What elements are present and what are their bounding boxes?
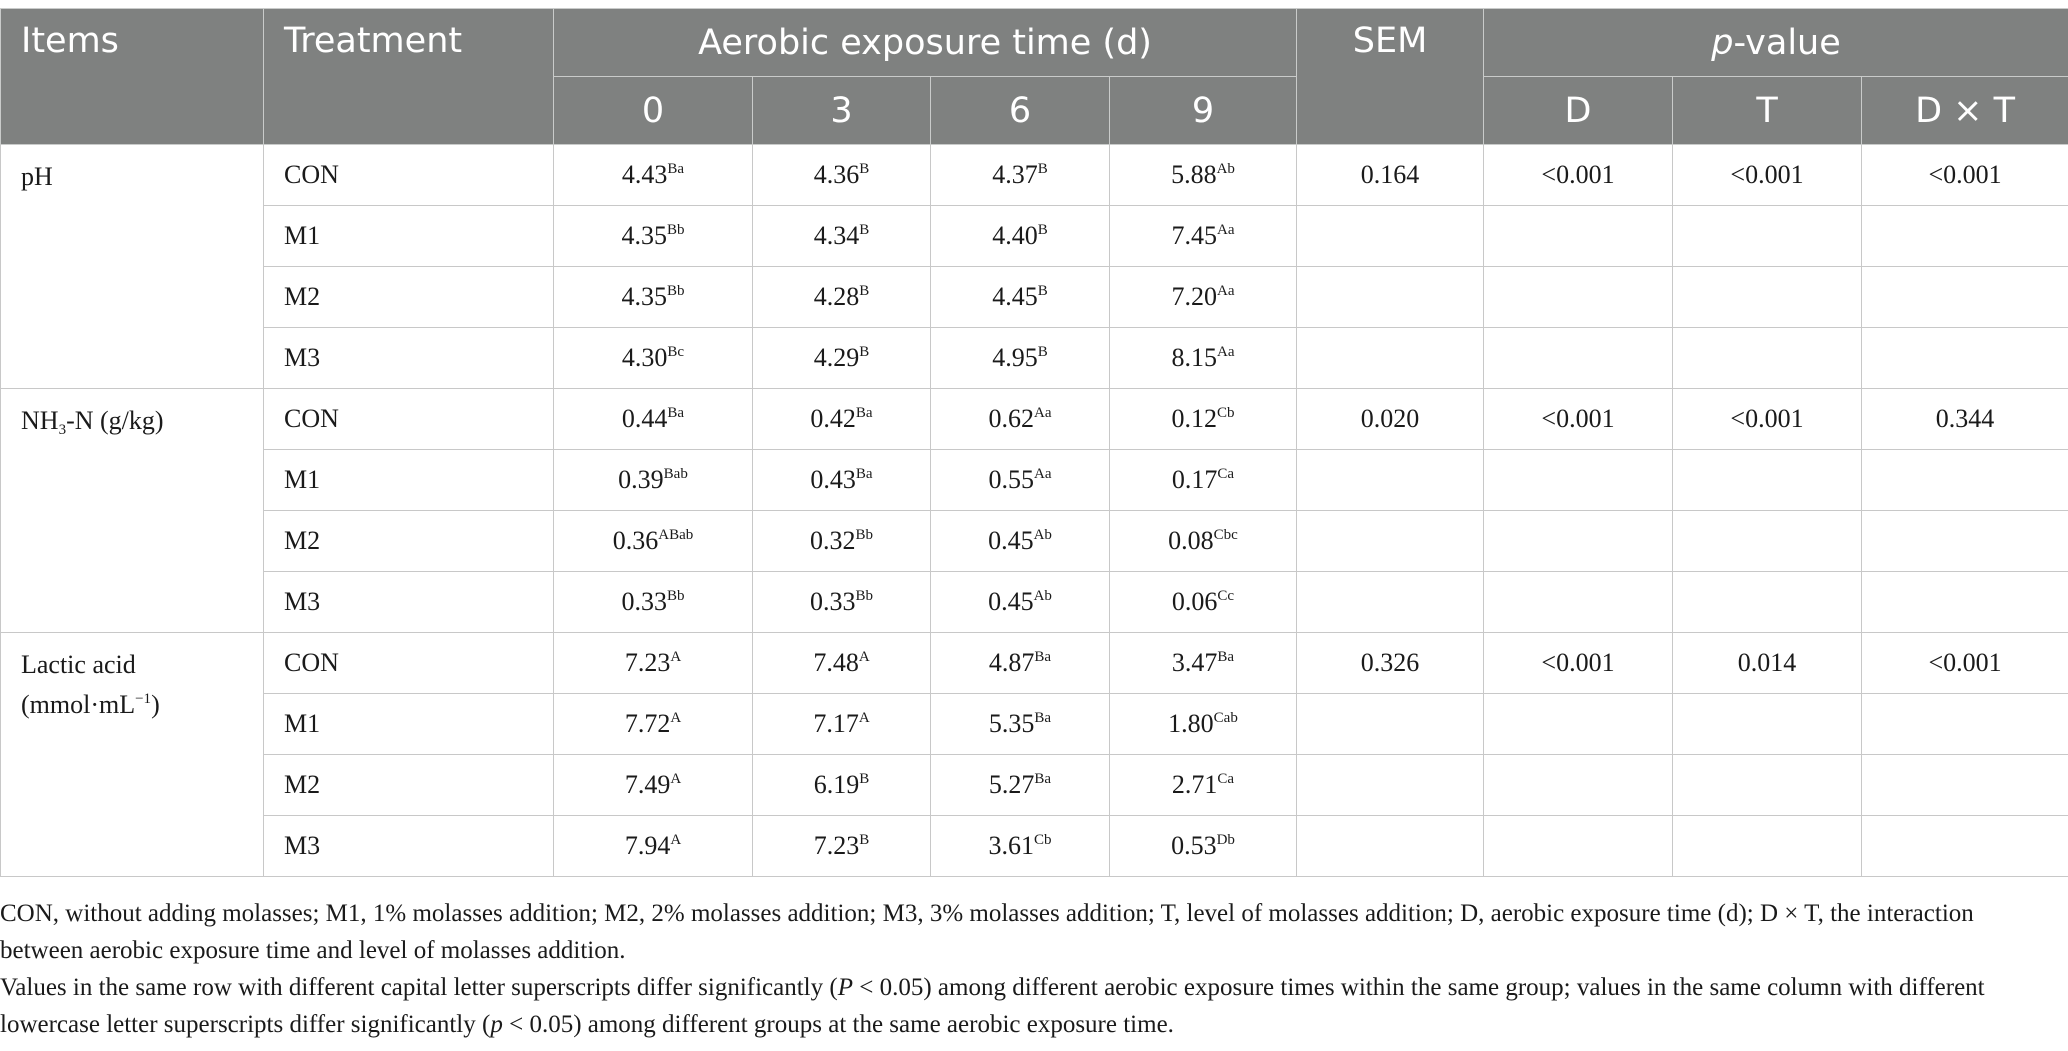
item-label-line (21, 645, 243, 685)
p-value-cell (1484, 572, 1673, 633)
value-superscript: Ba (1034, 771, 1052, 787)
p-value-cell: 0.344 (1862, 389, 2068, 450)
table-row (1, 816, 2068, 877)
sem-cell (1297, 694, 1484, 755)
value-cell (1110, 572, 1297, 633)
table-footnotes (0, 895, 2060, 1043)
table-row (1, 328, 2068, 389)
p-value-cell: 0.014 (1673, 633, 1862, 694)
value-cell (554, 328, 753, 389)
value-number: 0.44 (621, 404, 668, 433)
footnote-text-a: Values in the same row with different capital letter superscripts differ significantly ( (0, 974, 838, 1001)
value-cell (753, 572, 931, 633)
value-superscript: A (670, 710, 682, 726)
value-cell (554, 450, 753, 511)
value-cell (931, 389, 1110, 450)
value-superscript: Ba (1034, 649, 1052, 665)
value-number: 4.30 (621, 343, 668, 372)
value-superscript: A (670, 771, 682, 787)
p-value-cell (1673, 450, 1862, 511)
value-number: 3.61 (988, 831, 1034, 860)
item-cell (1, 145, 264, 389)
col-header-p-d: D (1484, 77, 1673, 145)
value-superscript: Cbc (1213, 527, 1238, 543)
p-italic: p (1711, 22, 1734, 63)
value-cell (753, 755, 931, 816)
footnote-text-c: < 0.05) among different groups at the same aerobic exposure time. (502, 1011, 1174, 1038)
col-header-day-6: 6 (931, 77, 1110, 145)
value-cell (554, 206, 753, 267)
value-superscript: Aa (1034, 466, 1052, 482)
value-superscript: B (1037, 283, 1048, 299)
table-row (1, 206, 2068, 267)
sem-cell: 0.164 (1297, 145, 1484, 206)
value-number: 0.55 (988, 465, 1034, 494)
table-head (1, 9, 2068, 145)
value-cell (753, 633, 931, 694)
value-cell (753, 145, 931, 206)
value-cell (931, 450, 1110, 511)
p-value-cell (1862, 572, 2068, 633)
value-superscript: Cab (1213, 710, 1238, 726)
table-row (1, 633, 2068, 694)
table-row (1, 511, 2068, 572)
value-superscript: Ca (1217, 466, 1235, 482)
value-number: 5.27 (988, 770, 1035, 799)
value-number: 0.32 (809, 526, 856, 555)
value-cell (1110, 328, 1297, 389)
col-header-aerobic-exposure: Aerobic exposure time (d) (554, 9, 1297, 77)
item-label-line (21, 401, 243, 441)
col-header-items: Items (1, 9, 264, 145)
value-number: 0.12 (1171, 404, 1217, 433)
treatment-cell: M3 (264, 572, 554, 633)
p-value-cell (1673, 206, 1862, 267)
data-table (0, 8, 2068, 877)
treatment-cell: M1 (264, 694, 554, 755)
treatment-cell: M1 (264, 206, 554, 267)
value-superscript: Bb (666, 588, 685, 604)
value-superscript: B (859, 283, 870, 299)
item-label-superscript: −1 (135, 691, 152, 707)
value-superscript: B (1037, 222, 1048, 238)
value-superscript: B (859, 771, 870, 787)
value-number: 0.33 (621, 587, 667, 616)
value-number: 0.45 (988, 526, 1034, 555)
col-header-treatment: Treatment (264, 9, 554, 145)
value-superscript: Bb (855, 527, 873, 543)
value-number: 4.40 (992, 221, 1038, 250)
value-number: 3.47 (1171, 648, 1218, 677)
p-value-cell (1484, 450, 1673, 511)
value-cell (1110, 267, 1297, 328)
sem-cell (1297, 816, 1484, 877)
value-cell (753, 816, 931, 877)
p-value-cell (1862, 511, 2068, 572)
p-value-cell (1673, 267, 1862, 328)
p-value-cell (1862, 206, 2068, 267)
value-number: 6.19 (813, 770, 860, 799)
value-number: 0.36 (612, 526, 659, 555)
p-value-cell (1673, 755, 1862, 816)
value-superscript: Cb (1217, 405, 1235, 421)
p-value-cell (1862, 816, 2068, 877)
sem-cell (1297, 755, 1484, 816)
value-superscript: Bab (663, 466, 688, 482)
value-number: 0.62 (988, 404, 1034, 433)
sem-cell: 0.326 (1297, 633, 1484, 694)
value-number: 7.45 (1171, 221, 1217, 250)
value-number: 4.34 (813, 221, 860, 250)
value-cell (1110, 450, 1297, 511)
treatment-cell: M3 (264, 328, 554, 389)
value-cell (1110, 511, 1297, 572)
value-cell (931, 145, 1110, 206)
col-header-day-3: 3 (753, 77, 931, 145)
value-cell (554, 755, 753, 816)
sem-cell (1297, 206, 1484, 267)
value-superscript: Cb (1033, 832, 1052, 848)
sem-cell (1297, 511, 1484, 572)
sem-cell (1297, 328, 1484, 389)
value-cell (931, 694, 1110, 755)
value-superscript: Db (1216, 832, 1235, 848)
value-cell (931, 267, 1110, 328)
value-cell (554, 694, 753, 755)
value-cell (554, 511, 753, 572)
value-superscript: Aa (1217, 283, 1235, 299)
value-cell (1110, 816, 1297, 877)
value-cell (753, 450, 931, 511)
value-cell (1110, 389, 1297, 450)
value-number: 4.28 (813, 282, 860, 311)
value-superscript: Bb (666, 222, 685, 238)
value-superscript: B (859, 222, 870, 238)
value-number: 7.72 (624, 709, 671, 738)
value-cell (753, 328, 931, 389)
value-superscript: Bb (666, 283, 685, 299)
value-number: 0.45 (988, 587, 1034, 616)
value-superscript: Ba (855, 405, 873, 421)
value-cell (554, 572, 753, 633)
value-cell (931, 511, 1110, 572)
value-number: 7.20 (1171, 282, 1217, 311)
value-cell (931, 572, 1110, 633)
table-row (1, 267, 2068, 328)
value-cell (554, 145, 753, 206)
item-label-tail: ) (151, 690, 160, 719)
p-value-cell (1484, 816, 1673, 877)
value-superscript: Aa (1217, 344, 1235, 360)
p-value-cell (1484, 206, 1673, 267)
p-value-cell: <0.001 (1673, 389, 1862, 450)
value-cell (931, 206, 1110, 267)
value-cell (1110, 145, 1297, 206)
p-value-cell (1862, 694, 2068, 755)
value-superscript: Ba (1034, 710, 1052, 726)
p-value-cell (1484, 328, 1673, 389)
value-cell (931, 328, 1110, 389)
value-number: 5.35 (988, 709, 1035, 738)
value-superscript: Bc (667, 344, 685, 360)
value-cell (753, 694, 931, 755)
value-superscript: Bb (855, 588, 873, 604)
value-superscript: Ca (1217, 771, 1235, 787)
value-cell (554, 267, 753, 328)
value-cell (931, 633, 1110, 694)
value-number: 7.23 (813, 831, 860, 860)
item-label: Lactic acid (21, 650, 136, 679)
footnote-p-italic: p (490, 1011, 503, 1038)
p-value-cell (1673, 328, 1862, 389)
value-number: 0.53 (1171, 831, 1217, 860)
treatment-cell: M1 (264, 450, 554, 511)
value-cell (753, 511, 931, 572)
table-row (1, 755, 2068, 816)
table-row (1, 450, 2068, 511)
value-superscript: Ab (1033, 527, 1052, 543)
value-number: 0.08 (1168, 526, 1214, 555)
treatment-cell: M3 (264, 816, 554, 877)
value-cell (554, 816, 753, 877)
footnote-P-italic: P (837, 974, 853, 1001)
value-number: 4.95 (992, 343, 1038, 372)
sem-cell: 0.020 (1297, 389, 1484, 450)
value-superscript: B (1037, 161, 1048, 177)
col-header-p-dxt: D × T (1862, 77, 2068, 145)
value-superscript: Ba (667, 161, 685, 177)
p-value-cell: <0.001 (1484, 145, 1673, 206)
value-cell (753, 206, 931, 267)
p-value-cell (1862, 755, 2068, 816)
p-value-cell (1862, 328, 2068, 389)
value-cell (931, 816, 1110, 877)
table-row (1, 694, 2068, 755)
p-value-cell: <0.001 (1484, 633, 1673, 694)
value-superscript: Ba (667, 405, 685, 421)
value-superscript: Ab (1033, 588, 1052, 604)
item-label-line (21, 157, 243, 197)
value-number: 1.80 (1168, 709, 1214, 738)
sem-cell (1297, 267, 1484, 328)
value-cell (554, 389, 753, 450)
value-cell (1110, 633, 1297, 694)
p-value-cell: <0.001 (1862, 633, 2068, 694)
p-value-cell (1484, 511, 1673, 572)
item-label: NH (21, 406, 59, 435)
value-superscript: B (859, 161, 870, 177)
item-label: pH (21, 162, 53, 191)
sem-cell (1297, 450, 1484, 511)
value-number: 0.06 (1171, 587, 1218, 616)
treatment-cell: M2 (264, 267, 554, 328)
value-number: 5.88 (1171, 160, 1217, 189)
value-number: 4.35 (621, 282, 667, 311)
value-number: 0.33 (809, 587, 856, 616)
p-value-suffix: -value (1733, 22, 1841, 63)
value-cell (554, 633, 753, 694)
treatment-cell: CON (264, 389, 554, 450)
p-value-cell (1484, 755, 1673, 816)
value-number: 4.43 (621, 160, 668, 189)
value-superscript: B (859, 344, 870, 360)
p-value-cell: <0.001 (1484, 389, 1673, 450)
value-number: 0.39 (618, 465, 664, 494)
value-superscript: Ba (855, 466, 873, 482)
value-number: 0.43 (810, 465, 856, 494)
sem-cell (1297, 572, 1484, 633)
value-cell (931, 755, 1110, 816)
value-number: 4.35 (621, 221, 667, 250)
value-number: 7.49 (624, 770, 671, 799)
value-cell (1110, 755, 1297, 816)
table-row (1, 389, 2068, 450)
col-header-p-t: T (1673, 77, 1862, 145)
p-value-cell (1862, 267, 2068, 328)
value-number: 4.45 (992, 282, 1038, 311)
value-cell (753, 389, 931, 450)
treatment-cell: M2 (264, 755, 554, 816)
value-cell (1110, 694, 1297, 755)
col-header-sem: SEM (1297, 9, 1484, 145)
value-cell (753, 267, 931, 328)
value-superscript: Cc (1217, 588, 1235, 604)
value-number: 4.29 (813, 343, 860, 372)
value-number: 7.94 (624, 831, 671, 860)
item-cell (1, 389, 264, 633)
col-header-p-value (1484, 9, 2068, 77)
p-value-cell (1673, 816, 1862, 877)
item-label-subscript: 3 (58, 422, 67, 438)
p-value-cell (1673, 694, 1862, 755)
table-body (1, 145, 2068, 877)
treatment-cell: M2 (264, 511, 554, 572)
p-value-cell (1862, 450, 2068, 511)
item-cell (1, 633, 264, 877)
table-row (1, 572, 2068, 633)
value-superscript: ABab (658, 527, 694, 543)
value-number: 2.71 (1171, 770, 1218, 799)
value-superscript: B (1037, 344, 1048, 360)
value-superscript: Ab (1216, 161, 1235, 177)
value-superscript: B (859, 832, 870, 848)
value-superscript: Aa (1034, 405, 1052, 421)
value-number: 8.15 (1171, 343, 1217, 372)
p-value-cell: <0.001 (1862, 145, 2068, 206)
col-header-day-9: 9 (1110, 77, 1297, 145)
value-number: 4.37 (992, 160, 1038, 189)
footnote-significance (0, 969, 2060, 1043)
treatment-cell: CON (264, 633, 554, 694)
table-row (1, 145, 2068, 206)
value-number: 4.36 (813, 160, 860, 189)
footnote-abbreviations: CON, without adding molasses; M1, 1% molasses addition; M2, 2% molasses addition; M3, 3% molasses addition; T, level of molasses addition; D, aerobic exposure time (d); D × T, the interaction between aerobic exposure time and level of molasses addition. (0, 900, 1974, 964)
value-superscript: Ba (1217, 649, 1235, 665)
value-number: 7.17 (813, 709, 859, 738)
p-value-cell (1484, 694, 1673, 755)
item-label-tail: -N (g/kg) (66, 406, 164, 435)
value-number: 7.48 (813, 648, 859, 677)
item-label-line (21, 685, 243, 725)
value-number: 0.42 (810, 404, 856, 433)
value-superscript: A (858, 710, 870, 726)
p-value-cell (1673, 572, 1862, 633)
value-superscript: A (858, 649, 870, 665)
value-number: 7.23 (624, 648, 671, 677)
item-label: (mmol·mL (21, 690, 136, 719)
value-superscript: Aa (1217, 222, 1235, 238)
col-header-day-0: 0 (554, 77, 753, 145)
value-superscript: A (670, 649, 682, 665)
value-number: 4.87 (988, 648, 1035, 677)
treatment-cell: CON (264, 145, 554, 206)
p-value-cell (1673, 511, 1862, 572)
footnote-text-b: < 0.05) among different aerobic exposure times within the same group; values in the same column with different lowercase letter superscripts differ significantly ( (0, 974, 1985, 1038)
p-value-cell (1484, 267, 1673, 328)
value-number: 0.17 (1171, 465, 1218, 494)
p-value-cell: <0.001 (1673, 145, 1862, 206)
value-cell (1110, 206, 1297, 267)
value-superscript: A (670, 832, 682, 848)
